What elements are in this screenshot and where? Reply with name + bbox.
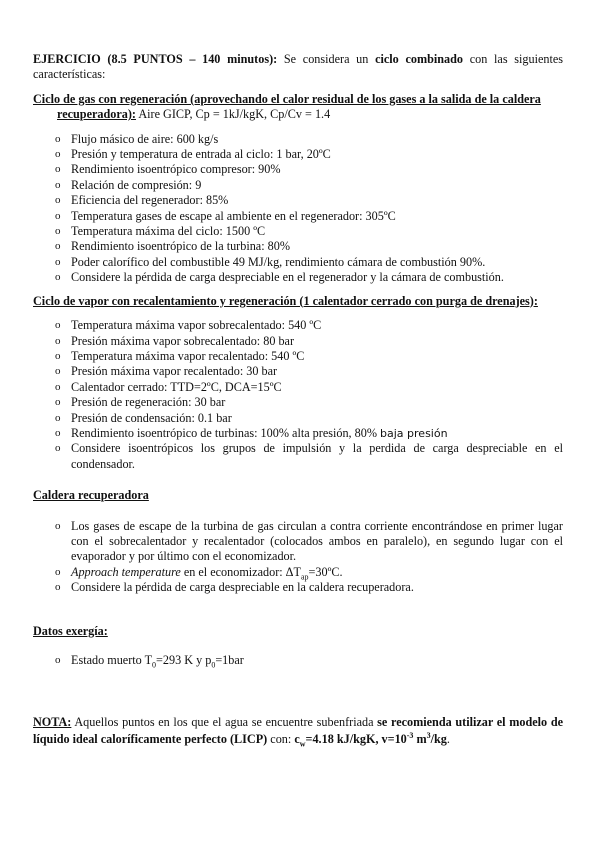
note-text-a: Aquellos puntos en los que el agua se encuentre subenfriada [71, 715, 378, 730]
list-item [55, 653, 563, 668]
turbine-text-low: baja presión [380, 426, 448, 440]
dead-state-c: =1bar [215, 653, 244, 667]
exercise-title: EJERCICIO (8.5 PUNTOS – 140 minutos): [33, 52, 278, 66]
note-paragraph [33, 714, 563, 748]
exergy-section [33, 624, 563, 669]
turbine-text: Rendimiento isoentrópico de turbinas: 100% alta presión, 80% [71, 425, 381, 440]
list-item: o Temperatura máxima vapor recalentado: 540 ºC [55, 349, 563, 364]
approach-sub: ap [300, 572, 309, 582]
list-item: o Temperatura máxima del ciclo: 1500 ºC [55, 224, 563, 239]
list-item: o Presión máxima vapor sobrecalentado: 80 bar [55, 334, 563, 349]
intro-text-end: con las siguientes características: [33, 52, 564, 82]
list-item: o Temperatura máxima vapor sobrecalentado: 540 ºC [55, 318, 563, 333]
gas-cycle-section [33, 92, 563, 286]
list-item: o Temperatura gases de escape al ambiente en el regenerador: 305ºC [55, 209, 563, 224]
intro-bold: ciclo combinado [375, 52, 464, 66]
exercise-intro [33, 52, 563, 83]
note-bold-a: se recomienda utilizar el modelo de líquido ideal caloríficamente perfecto (LICP) [33, 715, 564, 747]
approach-label: Approach temperature [71, 564, 181, 579]
exergy-title: Datos exergía: [33, 623, 108, 638]
steam-cycle-title: Ciclo de vapor con recalentamiento y regeneración (1 calentador cerrado con purga de drenajes): [33, 293, 538, 308]
list-item: o Flujo másico de aire: 600 kg/s [55, 132, 563, 147]
list-item: o Considere la pérdida de carga despreciable en el regenerador y la cámara de combustión. [55, 270, 563, 285]
note-formula [294, 731, 447, 749]
list-item: o Rendimiento isoentrópico compresor: 90% [55, 162, 563, 177]
list-item: o Presión máxima vapor recalentado: 30 bar [55, 364, 563, 379]
note-m-sup: 3 [426, 731, 431, 741]
list-item: o Calentador cerrado: TTD=2ºC, DCA=15ºC [55, 380, 563, 395]
list-item: o Los gases de escape de la turbina de gas circulan a contra corriente encontrándose en primer lugar con el sobrecalentador y recalentador (colocados ambos en paralelo), en segundo lugar con el evaporador y por último con el economizador. [55, 519, 563, 565]
hrsg-list [33, 519, 563, 596]
list-item [55, 565, 563, 580]
exergy-list [33, 653, 563, 668]
dead-state-a: Estado muerto T [71, 653, 153, 667]
approach-text: en el economizador: ΔT [180, 564, 301, 579]
hrsg-title: Caldera recuperadora [33, 488, 149, 503]
note-cw-sub: w [299, 739, 306, 749]
approach-value: =30ºC. [308, 564, 343, 579]
gas-cycle-title-b: recuperadora): [57, 107, 136, 122]
note-cw: c [294, 732, 300, 747]
list-item: o Presión de condensación: 0.1 bar [55, 411, 563, 426]
list-item [55, 426, 563, 441]
list-item: o Considere isoentrópicos los grupos de impulsión y la perdida de carga despreciable en el condensador. [55, 441, 563, 472]
gas-cycle-title: Ciclo de gas con regeneración (aprovechando el calor residual de los gases a la salida de la caldera [33, 91, 541, 106]
intro-text: Se considera un [277, 52, 376, 66]
list-item: o Presión de regeneración: 30 bar [55, 395, 563, 410]
document-page [33, 52, 563, 748]
list-item: o Rendimiento isoentrópico de la turbina: 80% [55, 239, 563, 254]
dead-state-b: =293 K y p [156, 653, 212, 667]
gas-cycle-list [33, 132, 563, 286]
hrsg-section [33, 488, 563, 595]
list-item: o Eficiencia del regenerador: 85% [55, 193, 563, 208]
note-v-sup: -3 [406, 731, 414, 741]
list-item: o Relación de compresión: 9 [55, 178, 563, 193]
list-item: o Considere la pérdida de carga despreciable en la caldera recuperadora. [55, 580, 563, 595]
note-text-b: con: [267, 732, 295, 747]
steam-cycle-section [33, 294, 563, 472]
note-m: m [413, 732, 427, 747]
list-item: o Presión y temperatura de entrada al ciclo: 1 bar, 20ºC [55, 147, 563, 162]
note-v: =4.18 kJ/kgK, v=10 [305, 732, 407, 747]
gas-cycle-subtitle: Aire GICP, Cp = 1kJ/kgK, Cp/Cv = 1.4 [135, 107, 331, 122]
note-kg: /kg [430, 732, 447, 747]
dead-state-sub-t: 0 [152, 660, 157, 670]
note-end: . [446, 732, 450, 747]
steam-cycle-list [33, 318, 563, 472]
list-item: o Poder calorífico del combustible 49 MJ/kg, rendimiento cámara de combustión 90%. [55, 255, 563, 270]
note-label: NOTA: [33, 715, 72, 730]
gas-cycle-title-line2 [33, 107, 563, 122]
dead-state-sub-p: 0 [211, 660, 216, 670]
